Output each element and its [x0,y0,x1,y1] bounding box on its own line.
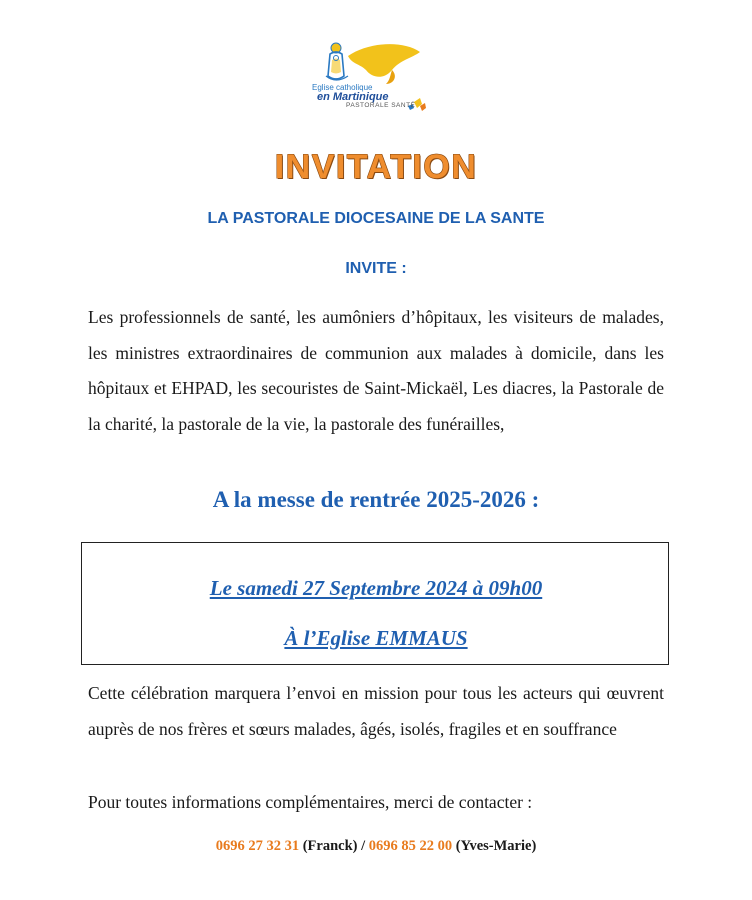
closing-paragraph: Cette célébration marquera l’envoi en mission pour tous les acteurs qui œuvrent auprès de nos frères et sœurs malades, âgés, isolés, fragiles et en souffrance [88,683,664,739]
logo-text-line3: PASTORALE SANTÉ [346,102,416,109]
invitees-paragraph: Les professionnels de santé, les aumôniers d’hôpitaux, les visiteurs de malades, les ministres extraordinaires de communion aux malades à domicile, dans les hôpitaux et EHPAD, les secouristes de Saint-Mickaël, Les diacres, la Pastorale de la charité, la pastorale de la vie, la pastorale des funérailles, [88,307,664,434]
event-date: Le samedi 27 Septembre 2024 à 09h00 [209,576,543,600]
contact-intro: Pour toutes informations complémentaires, merci de contacter : [88,792,533,812]
contact-phone-1: 0696 27 32 31 [215,838,300,854]
diocese-logo [308,36,434,116]
logo-text-line1: Eglise catholique [312,83,373,92]
mass-heading: A la messe de rentrée 2025-2026 : [212,487,540,512]
organizer-heading: LA PASTORALE DIOCESAINE DE LA SANTE [207,210,545,227]
invite-label: INVITE : [345,260,407,277]
contact-phone-2: 0696 85 22 00 [368,838,453,854]
contact-name-1: (Franck) [302,838,358,854]
page-title: INVITATION [274,148,478,186]
contact-separator: / [361,838,366,854]
contact-line [0,838,752,855]
logo-text-line2: en Martinique [317,91,389,103]
event-place: À l’Eglise EMMAUS [284,626,468,650]
contact-name-2: (Yves-Marie) [455,838,537,854]
